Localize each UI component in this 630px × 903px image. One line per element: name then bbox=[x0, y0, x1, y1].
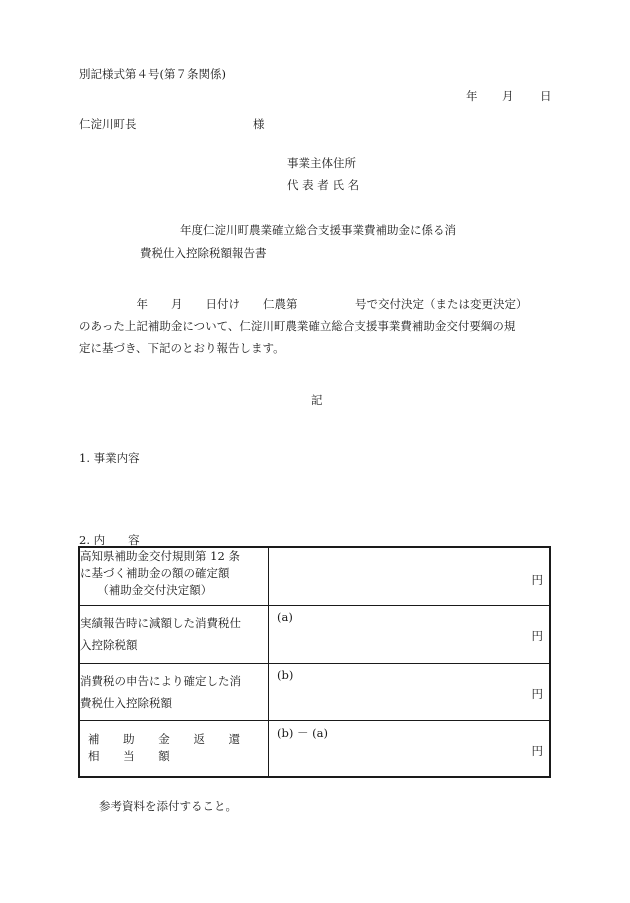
row-code: (b) bbox=[277, 667, 294, 682]
row-label-line: （補助金交付決定額） bbox=[80, 583, 213, 597]
applicant-address-label: 事業主体住所 bbox=[287, 156, 356, 170]
table-row bbox=[79, 663, 550, 720]
row-label-line: 入控除税額 bbox=[80, 637, 138, 652]
row-value-cell[interactable] bbox=[269, 720, 551, 777]
date-year-label: 年 bbox=[466, 89, 478, 103]
ki-heading: 記 bbox=[311, 393, 323, 407]
table-row bbox=[79, 547, 550, 605]
row-label-line: 補 助 金 返 還 相 当 額 bbox=[88, 732, 251, 764]
document-title-line-1: 年度仁淀川町農業確立総合支援事業費補助金に係る消 bbox=[180, 223, 456, 237]
attachment-note: 参考資料を添付すること。 bbox=[99, 799, 237, 813]
yen-unit: 円 bbox=[531, 686, 543, 701]
document-title-line-2: 費税仕入控除税額報告書 bbox=[140, 246, 267, 260]
section-2-heading: 2. 内 容 bbox=[79, 533, 140, 547]
form-number: 別記様式第４号(第７条関係) bbox=[79, 67, 226, 81]
date-month-label: 月 bbox=[502, 89, 514, 103]
body-text-line-3: 定に基づき、下記のとおり報告します。 bbox=[79, 341, 285, 355]
yen-unit: 円 bbox=[531, 628, 543, 643]
yen-unit: 円 bbox=[531, 573, 543, 587]
addressee-honorific: 様 bbox=[253, 117, 265, 131]
row-label-line: 実績報告時に減額した消費税仕 bbox=[80, 615, 241, 630]
row-label bbox=[79, 547, 269, 605]
applicant-representative-label: 代 表 者 氏 名 bbox=[287, 178, 360, 192]
row-label bbox=[79, 720, 269, 777]
date-day-label: 日 bbox=[540, 89, 552, 103]
row-value-cell[interactable] bbox=[269, 547, 551, 605]
row-code: (b) － (a) bbox=[277, 725, 328, 740]
row-label-line: 費税仕入控除税額 bbox=[80, 695, 172, 710]
row-label bbox=[79, 663, 269, 720]
row-label-line: に基づく補助金の額の確定額 bbox=[80, 566, 230, 580]
yen-unit: 円 bbox=[531, 743, 543, 758]
table-row bbox=[79, 720, 550, 777]
body-text-line-2: のあった上記補助金について、仁淀川町農業確立総合支援事業費補助金交付要綱の規 bbox=[79, 319, 516, 333]
row-label-line: 消費税の申告により確定した消 bbox=[80, 673, 241, 688]
body-text-line-1: 年 月 日付け 仁農第 号で交付決定（または変更決定） bbox=[79, 297, 528, 311]
row-code: (a) bbox=[277, 609, 293, 624]
table-row bbox=[79, 605, 550, 663]
addressee-name: 仁淀川町長 bbox=[79, 117, 137, 131]
row-value-cell[interactable] bbox=[269, 663, 551, 720]
row-label-line: 高知県補助金交付規則第 12 条 bbox=[80, 549, 240, 563]
row-value-cell[interactable] bbox=[269, 605, 551, 663]
report-table bbox=[78, 546, 551, 778]
row-label bbox=[79, 605, 269, 663]
section-1-heading: 1. 事業内容 bbox=[79, 451, 140, 465]
